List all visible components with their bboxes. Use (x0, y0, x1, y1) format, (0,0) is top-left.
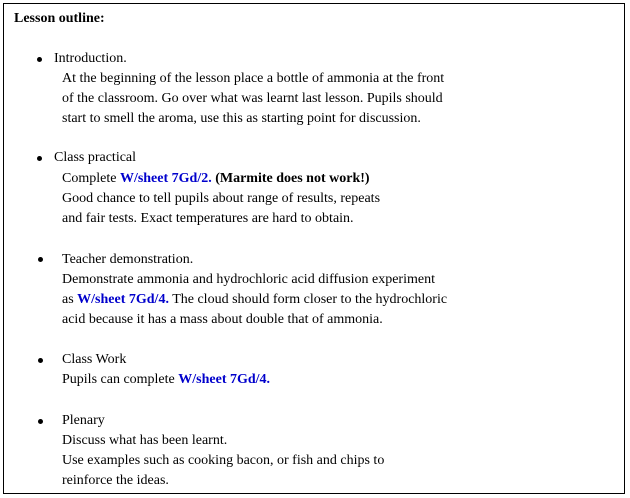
section-heading-plenary: Plenary (62, 413, 105, 428)
section-text: Discuss what has been learnt. (62, 433, 228, 448)
section-text: Good chance to tell pupils about range of results, repeats (62, 191, 381, 206)
section-text: At the beginning of the lesson place a bottle of ammonia at the front (62, 71, 445, 86)
bullet-icon (38, 419, 43, 424)
section-text: Complete W/sheet 7Gd/2. (Marmite does not work!) (62, 171, 370, 186)
section-text: and fair tests. Exact temperatures are hard to obtain. (62, 211, 354, 226)
section-heading-class-practical: Class practical (54, 150, 137, 165)
bullet-icon (38, 358, 43, 363)
marmite-note: (Marmite does not work!) (211, 171, 370, 186)
section-text: of the classroom. Go over what was learnt last lesson. Pupils should (62, 91, 443, 106)
bullet-icon (37, 57, 42, 62)
section-text: acid because it has a mass about double that of ammonia. (62, 312, 383, 327)
section-text: Demonstrate ammonia and hydrochloric acid diffusion experiment (62, 272, 435, 287)
bullet-icon (37, 156, 42, 161)
worksheet-link[interactable]: W/sheet 7Gd/2. (119, 171, 212, 186)
section-text: start to smell the aroma, use this as starting point for discussion. (62, 111, 421, 126)
bullet-icon (38, 257, 43, 262)
page-title: Lesson outline: (14, 11, 105, 26)
worksheet-link[interactable]: W/sheet 7Gd/4. (178, 372, 271, 387)
section-text: as W/sheet 7Gd/4. The cloud should form closer to the hydrochloric (62, 292, 448, 307)
worksheet-link[interactable]: W/sheet 7Gd/4. (77, 292, 169, 307)
section-text: Use examples such as cooking bacon, or fish and chips to (62, 453, 385, 468)
section-text: reinforce the ideas. (62, 473, 169, 488)
section-heading-teacher-demonstration: Teacher demonstration. (62, 252, 194, 267)
section-heading-class-work: Class Work (62, 352, 127, 367)
section-text: Pupils can complete W/sheet 7Gd/4. (62, 372, 271, 387)
section-heading-introduction: Introduction. (54, 51, 127, 66)
